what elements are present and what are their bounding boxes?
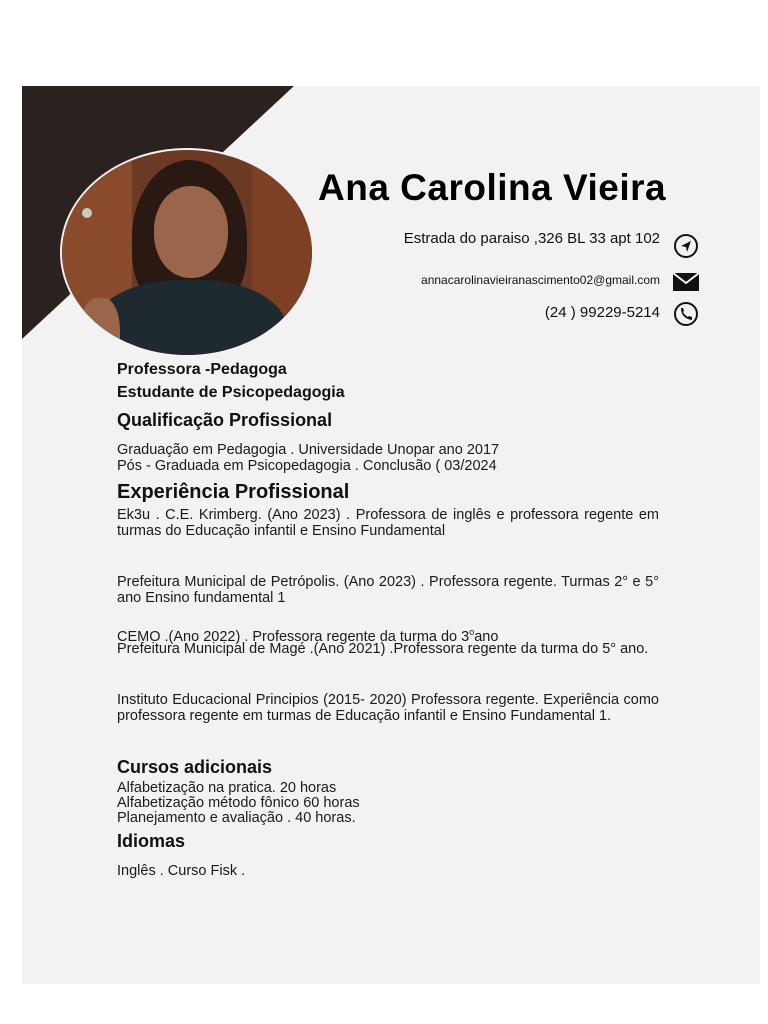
- role-heading: Professora -Pedagoga: [117, 361, 287, 378]
- email-text: annacarolinavieiranascimento02@gmail.com: [421, 273, 660, 287]
- experiencia-item-5: Instituto Educacional Principios (2015- 2020) Professora regente. Experiência como professora regente em turmas de Educação infantil e Ensino Fundamental 1.: [117, 692, 659, 724]
- cursos-line-2: Alfabetização método fônico 60 horas: [117, 795, 360, 811]
- profile-photo: [62, 150, 312, 355]
- cursos-line-3: Planejamento e avaliação . 40 horas.: [117, 810, 356, 826]
- idiomas-line-1: Inglês . Curso Fisk .: [117, 863, 246, 879]
- experiencia-item-3: CEMO .(Ano 2022) . Professora regente da turma do 3$^o$ano: [117, 627, 499, 645]
- experiencia-item-4: Prefeitura Municipal de Magé .(Ano 2021) .Professora regente da turma do 5° ano.: [117, 641, 649, 657]
- phone-text: (24 ) 99229-5214: [544, 304, 660, 321]
- address-text: Estrada do paraiso ,326 BL 33 apt 102: [403, 230, 660, 247]
- qualificacao-heading: Qualificação Profissional: [117, 410, 333, 430]
- idiomas-heading: Idiomas: [117, 831, 186, 851]
- experiencia-item-2: Prefeitura Municipal de Petrópolis. (Ano 2023) . Professora regente. Turmas 2° e 5° ano Ensino fundamental 1: [117, 574, 659, 606]
- phone-icon: [672, 300, 700, 328]
- location-icon: [672, 232, 700, 260]
- person-name: Ana Carolina Vieira: [318, 167, 667, 208]
- cursos-heading: Cursos adicionais: [117, 757, 273, 777]
- mail-icon: [672, 268, 700, 296]
- study-heading: Estudante de Psicopedagogia: [117, 384, 345, 401]
- qualificacao-line-1: Graduação em Pedagogia . Universidade Unopar ano 2017: [117, 442, 500, 458]
- cursos-line-1: Alfabetização na pratica. 20 horas: [117, 780, 337, 796]
- qualificacao-line-2: Pós - Graduada em Psicopedagogia . Conclusão ( 03/2024: [117, 458, 497, 474]
- experiencia-heading: Experiência Profissional: [117, 481, 350, 503]
- experiencia-item-1: Ek3u . C.E. Krimberg. (Ano 2023) . Professora de inglês e professora regente em turmas do Educação infantil e Ensino Fundamental: [117, 507, 659, 539]
